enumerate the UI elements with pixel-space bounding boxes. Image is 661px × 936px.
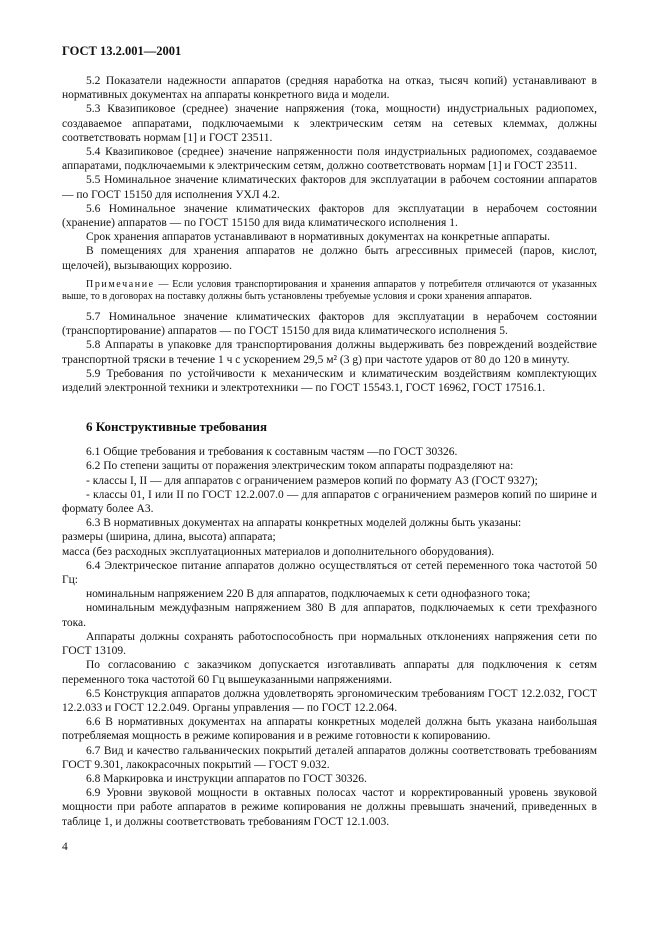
paragraph-6-4-single-phase: номинальным напряжением 220 В для аппаратов, подключаемых к сети однофазного тока; — [86, 588, 531, 601]
paragraph-5-9: 5.9 Требования по устойчивости к механическим и климатическим воздействиям комплектующих изделий электронной техники и электротехники — по ГОСТ 15543.1, ГОСТ 16962, ГОСТ 17516.1. — [62, 367, 597, 395]
paragraph-5-3: 5.3 Квазипиковое (среднее) значение напряжения (тока, мощности) индустриальных радиопомех, создаваемое аппаратами, подключаемыми к электрическим сетям на сетевых клеммах, должны соответствовать нормам [1] и ГОСТ 23511. — [62, 103, 597, 144]
paragraph-6-3: 6.3 В нормативных документах на аппараты конкретных моделей должны быть указаны: — [86, 517, 522, 530]
paragraph-5-7: 5.7 Номинальное значение климатических факторов для эксплуатации в нерабочем состоянии (транспортирование) аппаратов — по ГОСТ 15150 для вида климатического исполнения 5. — [62, 311, 597, 338]
paragraph-5-8: 5.8 Аппараты в упаковке для транспортирования должны выдерживать без повреждений воздействие транспортной тряски в течение 1 ч с ускорением 29,5 м² (3 g) при частоте ударов от 80 до 120 в минуту. — [62, 339, 597, 366]
paragraph-5-2: 5.2 Показатели надежности аппаратов (средняя наработка на отказ, тысяч копий) устанавливают в нормативных документах на аппараты конкретного вида и модели. — [62, 75, 597, 102]
paragraph-5-6: 5.6 Номинальное значение климатических факторов для эксплуатации в нерабочем состоянии (хранение) аппаратов — по ГОСТ 15150 для вида климатического исполнения 1. — [62, 202, 597, 230]
page-number: 4 — [62, 841, 68, 853]
paragraph-6-3-mass: масса (без расходных эксплуатационных материалов и дополнительного оборудования). — [62, 545, 495, 558]
document-header: ГОСТ 13.2.001—2001 — [62, 44, 182, 58]
paragraph-6-6: 6.6 В нормативных документах на аппараты конкретных моделей должна быть указана наибольшая потребляемая мощность в режиме копирования и в режиме готовности к копированию. — [62, 716, 597, 743]
paragraph-6-4-three-phase: номинальным междуфазным напряжением 380 В для аппаратов, подключаемых к сети трехфазного тока. — [62, 602, 597, 629]
paragraph-6-5: 6.5 Конструкция аппаратов должна удовлетворять эргономическим требованиям ГОСТ 12.2.032, ГОСТ 12.2.033 и ГОСТ 12.2.049. Органы управления — по ГОСТ 12.2.064. — [62, 687, 597, 714]
paragraph-5-4: 5.4 Квазипиковое (среднее) значение напряженности поля индустриальных радиопомех, создаваемое аппаратами, подключаемыми к электрическим сетям, должно соответствовать нормам [1] и ГОСТ 23511. — [62, 146, 597, 173]
paragraph-6-4-deviations: Аппараты должны сохранять работоспособность при нормальных отклонениях напряжения сети по ГОСТ 13109. — [62, 630, 597, 658]
paragraph-5-6-storage-premises: В помещениях для хранения аппаратов не должно быть агрессивных примесей (паров, кислот, щелочей), вызывающих коррозию. — [62, 245, 597, 272]
paragraph-6-2: 6.2 По степени защиты от поражения электрическим током аппараты подразделяют на: — [86, 460, 514, 473]
paragraph-6-2-item-2: - классы 01, I или II по ГОСТ 12.2.007.0 — для аппаратов с ограничением размеров копий по ширине и формату более А3. — [62, 488, 597, 516]
paragraph-5-5: 5.5 Номинальное значение климатических факторов для эксплуатации в рабочем состоянии аппаратов — по ГОСТ 15150 для исполнения УХЛ 4.2. — [62, 174, 597, 201]
paragraph-6-1: 6.1 Общие требования и требования к составным частям —по ГОСТ 30326. — [86, 446, 458, 459]
paragraph-6-4-60hz: По согласованию с заказчиком допускается изготавливать аппараты для подключения к сетям переменного тока частотой 60 Гц вышеуказанными напряжениями. — [62, 659, 597, 686]
paragraph-6-8: 6.8 Маркировка и инструкции аппаратов по ГОСТ 30326. — [86, 772, 367, 785]
paragraph-6-3-dimensions: размеры (ширина, длина, высота) аппарата; — [62, 531, 276, 544]
paragraph-6-9: 6.9 Уровни звуковой мощности в октавных полосах частот и корректированный уровень звуковой мощности при работе аппаратов в режиме копирования не должны превышать значений, приведенных в таблице 1, и должны соответствовать требованиям ГОСТ 12.1.003. — [62, 787, 597, 828]
section-6-heading: 6 Конструктивные требования — [86, 419, 268, 435]
document-body — [62, 74, 597, 829]
paragraph-6-2-item-1: - классы I, II — для аппаратов с ограничением размеров копий по формату А3 (ГОСТ 9327); — [86, 474, 538, 487]
paragraph-6-4: 6.4 Электрическое питание аппаратов должно осуществляться от сетей переменного тока частотой 50 Гц: — [62, 559, 597, 587]
paragraph-6-7: 6.7 Вид и качество гальванических покрытий деталей аппаратов должны соответствовать требованиям ГОСТ 9.301, лакокрасочных покрытий — ГОСТ 9.032. — [62, 744, 597, 771]
note-label: Примечание — [86, 278, 155, 290]
note-text: — Если условия транспортирования и хранения аппаратов у потребителя отличаются от указанных выше, то в договорах на поставку должны быть установлены требуемые условия и сроки хранения аппаратов. — [62, 278, 597, 303]
paragraph-5-6-storage-term: Срок хранения аппаратов устанавливают в нормативных документах на конкретные аппараты. — [86, 231, 550, 244]
note — [62, 279, 597, 304]
